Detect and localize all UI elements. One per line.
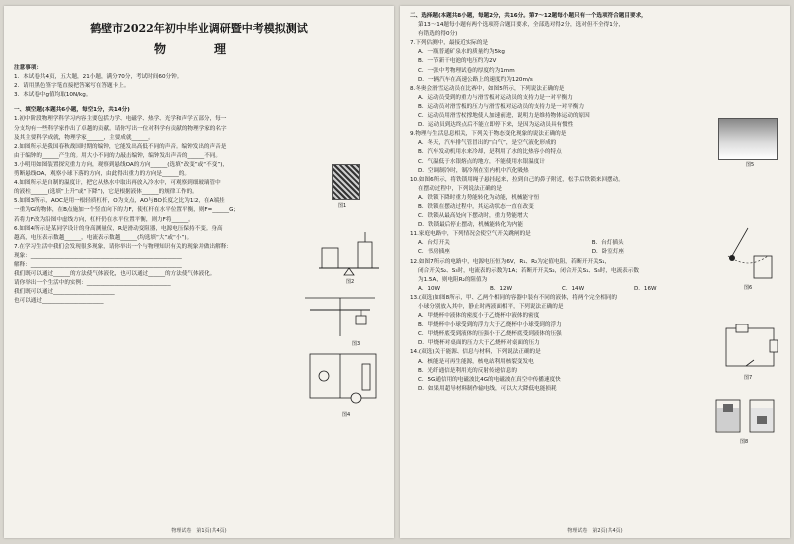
option: A．一瓶普通矿泉水的质量约为5kg [418, 49, 505, 56]
option: D．运动员到达终点后不能立即停下来，是因为运动员具有惯性 [418, 122, 574, 129]
exam-title: 鹤壁市2022年初中毕业调研暨中考模拟测试 [90, 22, 308, 35]
figure-8-beakers [712, 394, 778, 436]
question-line: 6.如图4所示是某同学设计的身高测量仪，R是滑动变阻器，电源电压保持不变。身高 [14, 225, 223, 232]
figure-7-circuit [722, 324, 778, 372]
figure-7-caption: 图7 [744, 375, 753, 381]
question-line: 2.如图所示是我国春秋战国时期的编钟，它能发出高低不同的声音。编钟发出的声音是 [14, 143, 227, 150]
question-line: 解释：______________________________________________________ [14, 261, 182, 268]
figure-4-caption: 图4 [342, 412, 351, 418]
figure-1-qrcode [332, 164, 360, 200]
page-footer: 物理试卷 第2页(共4页) [567, 528, 623, 534]
question-line: 7.在学习生活中我们会发现很多现象，请你举出一个与物理知识有关的现象并做出解释： [14, 243, 232, 250]
section-2-heading-cont: 第13～14题每小题有两个选项符合题目要求，全部选对得2分，选对但不全得1分， [418, 22, 624, 29]
option: A．冬天，汽车排气管冒出的“白气”，是空气液化形成的 [418, 140, 557, 147]
option: D．铁锁最后停止摆动，机械能转化为内能 [418, 222, 523, 229]
option: A．甲烧杯中液体的密度小于乙烧杯中液体的密度 [418, 313, 540, 320]
option: D．卧室灯座 [591, 249, 625, 256]
option: C．一张中考物理试卷的厚度约为1mm [418, 67, 515, 74]
question-line: 越高，电压表示数越______，电流表示数越______(均选填“大”或“小”)。 [14, 234, 193, 241]
option: C．运动员用滑雪杖撑地使人加速前进，说明力是维持物体运动的原因 [418, 113, 590, 120]
option: A．运动员受到的重力与滑雪板对运动员的支持力是一对平衡力 [418, 94, 573, 101]
figure-5-caption: 图5 [746, 162, 755, 168]
question-line: 我们既可以通过______________________ [14, 289, 115, 296]
notice-item: 2．请用黑色签字笔直接把答案写在答题卡上。 [14, 83, 130, 90]
option: D．如果用超导材料制作输电线，可以大大降低电能损耗 [418, 385, 557, 392]
option: C．14W [562, 285, 585, 292]
option: A．台灯开关 [418, 240, 450, 247]
exam-subject: 物 理 [153, 42, 244, 56]
question-12-cont: 为1.5A，则电阻R₂的阻值为 [418, 276, 488, 283]
figure-8-caption: 图8 [740, 439, 749, 445]
option: D．甲烧杯对桌面的压力大于乙烧杯对桌面的压力 [418, 340, 540, 347]
question-line: 1.初中阶段物理学科学习内容主要包括力学、电磁学、热学、光学和声学五部分，每一 [14, 116, 227, 123]
question-12-cont: 闭合开关S₂、S₃时，电流表的示数为1A；若断开开关S₂，闭合开关S₁、S₃时，电流表示数 [418, 267, 639, 274]
question-12: 12.如图7所示的电路中，电源电压恒为6V，R₁、R₂为定值电阻，若断开开关S₁， [410, 258, 611, 265]
question-line: 若将力F改为沿图中虚线方向，杠杆仍在水平位置平衡，则力F将______。 [14, 216, 194, 223]
figure-5-skier-photo [718, 118, 778, 160]
question-9: 9.物理与生活息息相关，下列关于物态变化现象的说法正确的是 [410, 131, 567, 138]
question-line: 我们既可以通过______的方法使气体液化，也可以通过______的方法使气体液化。 [14, 271, 216, 278]
notice-heading: 注意事项： [14, 65, 42, 71]
option: D．16W [634, 285, 657, 292]
question-13-cont: 小球分别放入其中，静止时两液面相平，下列说法正确的是 [418, 304, 564, 310]
figure-2-caption: 图2 [346, 279, 355, 285]
option: C．甲烧杯底受到液体的压强小于乙烧杯底受到液体的压强 [418, 331, 562, 338]
figure-6-caption: 图6 [744, 285, 753, 291]
section-2-heading-cont: 有错选的得0分) [418, 31, 458, 38]
option: D．空调制冷时，制冷剂在室内机中汽化吸热 [418, 167, 529, 174]
option: C．5G通信用的电磁波比4G的电磁波在真空中传播速度快 [418, 376, 561, 383]
question-line: 分支均有一些科学家作出了卓越的贡献。请你写出一位对科学有贡献的物理学家的名字 [14, 125, 227, 132]
question-14: 14.(双选)关于能源、信息与材料，下列说法正确的是 [410, 349, 541, 356]
option: C．气温低于水银熔点的地方，不能使用水银温度计 [418, 158, 545, 165]
option: C．书房插座 [418, 249, 450, 256]
option: A．核能是可再生能源，核电站利用核裂变发电 [418, 358, 534, 365]
question-line: 请你举出一个生活中的实例：______________________________ [14, 280, 171, 287]
question-line: 的液柱______(选填“上升”或“下降”)，它是根据液体______的规律工作的。 [14, 189, 198, 196]
question-10: 10.如图6所示，将铁锁用绳子悬挂起来，拉到自己的鼻子附近，松手后铁锁来回摆动。 [410, 176, 624, 183]
figure-4-diagram [304, 348, 384, 410]
option: B．一节新干电池的电压约为2V [418, 58, 497, 65]
section-2-heading: 二、选择题(本题共8小题，每题2分，共16分。第7～12题每小题只有一个选项符合题目要求， [410, 13, 647, 19]
option: B．铁锁在摆动过程中，其运动状态一直在改变 [418, 203, 534, 210]
page-2 [400, 6, 790, 538]
page-1 [4, 6, 394, 538]
option: B．甲烧杯中小球受到的浮力大于乙烧杯中小球受到的浮力 [418, 322, 562, 329]
notice-item: 3．本试卷中g值均取10N/kg。 [14, 92, 92, 99]
question-line: 也可以通过______________________ [14, 298, 104, 305]
option: D．一辆汽车在高速公路上的速度约为120m/s [418, 76, 533, 83]
figure-1-caption: 图1 [338, 203, 347, 209]
figure-3-diagram [300, 290, 380, 340]
option: B．运动员对滑雪板的压力与滑雪板对运动员的支持力是一对平衡力 [418, 103, 585, 110]
question-8: 8.冬奥会滑雪运动员在比赛中，如图5所示，下列说法正确的是 [410, 85, 565, 92]
question-13: 13.(双选)如图8所示，甲、乙两个相同的容器中装有不同的液体，将两个完全相同的 [410, 294, 618, 301]
figure-6-diagram [718, 226, 778, 282]
figure-3-caption: 图3 [352, 341, 361, 347]
option: B．光纤通信是利用光的反射传递信息的 [418, 367, 517, 374]
question-line: 及其主要科学成就，物理学家______，主要成就______。 [14, 134, 154, 141]
option: B．汽车发动机用水来冷却，是利用了水的比热容小的特点 [418, 149, 562, 156]
question-lines [14, 115, 384, 306]
question-line: 5.如图3所示，AOC是用一根轻质杠杆，O为支点，AO与BO长度之比为1∶2，在A端挂 [14, 198, 225, 205]
options-row [410, 285, 718, 294]
section-1-heading: 一、填空题(本题共6小题，每空1分，共14分) [14, 107, 130, 114]
option: A．铁锁下降时重力势能转化为动能，机械能守恒 [418, 194, 540, 201]
notice-item: 1．本试卷共4页，五大题，21小题，满分70分，考试时间60分钟。 [14, 74, 183, 81]
question-line: 4.如图所示是自制的温度计，把它从热水中取出再放入冷水中，可观察到细玻璃管中 [14, 180, 221, 187]
question-7: 7.下列估测中，最接近实际的是 [410, 40, 489, 47]
question-line: 由于编钟的______产生的。用大小不同的力敲击编钟，编钟发出声音的______不同。 [14, 152, 221, 159]
figure-2-diagram [314, 228, 384, 276]
option: B．12W [490, 285, 513, 292]
page-footer: 物理试卷 第1页(共4页) [171, 528, 227, 534]
option: B．台灯插头 [591, 240, 624, 247]
question-11: 11.家庭电路中，下列情况会使空气开关跳闸的是 [410, 231, 531, 238]
question-10-cont: 在摆动过程中，下列说法正确的是 [418, 185, 502, 192]
question-line: 一重为G的物体，在B点施加一个竖直向下的力F，使杠杆在水平位置平衡，则F=______G； [14, 207, 240, 214]
option: A．10W [418, 285, 441, 292]
question-line: 3.小明用如图装置探究重力方向，观察到悬线OA的方向______(选填“改变”或“不变”)， [14, 161, 229, 168]
question-line: 剪断悬线OA，观察小球下落的方向，由此得出重力的方向是______的。 [14, 171, 190, 178]
option: C．铁锁从最高处向下摆动时，重力势能增大 [418, 213, 529, 220]
question-line: 现象：______________________________________________________ [14, 252, 182, 259]
